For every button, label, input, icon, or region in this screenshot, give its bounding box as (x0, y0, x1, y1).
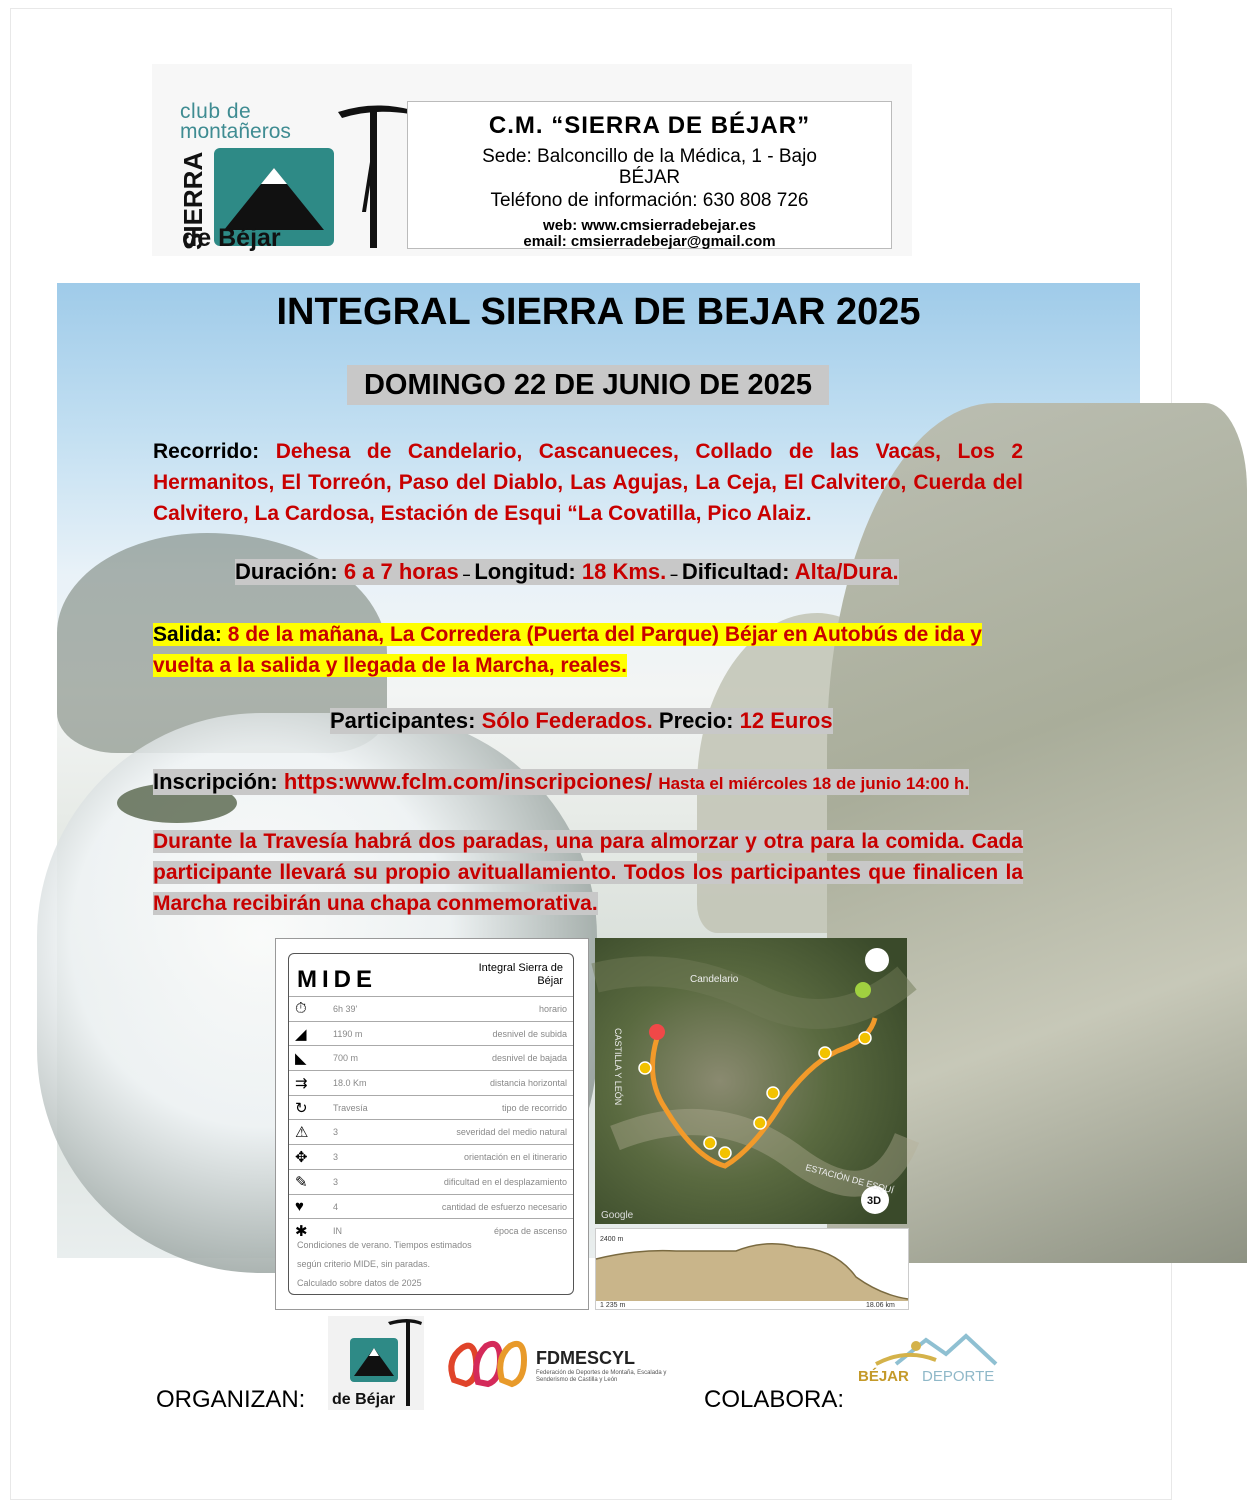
waypoint-marker (859, 1032, 871, 1044)
registration-line (153, 769, 969, 795)
club-phone: Teléfono de información: 630 808 726 (490, 190, 809, 211)
club-name: C.M. “SIERRA DE BÉJAR” (488, 112, 811, 139)
ice-axe-icon (334, 102, 414, 252)
duration-value: 6 a 7 horas (343, 559, 459, 584)
mide-row (289, 1169, 573, 1194)
effort-icon: ♥ (295, 1197, 304, 1215)
club-logo (174, 96, 394, 256)
map-region-label: CASTILLA Y LEÓN (613, 1028, 623, 1106)
clock-icon: ⏱ (295, 1000, 307, 1017)
season-icon: ✱ (295, 1223, 308, 1241)
fdmescyl-subtitle: Federación de Deportes de Montaña, Escalada y Senderismo de Castilla y León (536, 1370, 667, 1383)
fdmescyl-logo (446, 1330, 686, 1394)
elevation-profile (595, 1228, 909, 1310)
mide-footer-line: según criterio MIDE, sin paradas. (297, 1259, 431, 1269)
length-label: Longitud: (474, 559, 576, 584)
club-address: Sede: Balconcillo de la Médica, 1 - Bajo (482, 146, 817, 167)
mide-row (289, 1144, 573, 1169)
separator: – (458, 566, 475, 582)
profile-left-label: 1 235 m (600, 1302, 626, 1309)
route-map (595, 938, 907, 1224)
registration-link[interactable]: https:www.fclm.com/inscripciones/ (283, 769, 653, 794)
distance-icon: ⇉ (295, 1075, 308, 1093)
logo-bottom-text: de Béjar (182, 224, 281, 252)
deporte-text: DEPORTE (922, 1368, 995, 1385)
waypoint-marker (639, 1062, 651, 1074)
separator: – (666, 566, 682, 582)
mide-card (275, 938, 589, 1310)
event-poster (57, 283, 1140, 1309)
duration-label: Duración: (235, 559, 338, 584)
route-map-svg (595, 938, 907, 1224)
map-layers-icon (865, 948, 889, 972)
difficulty-value: Alta/Dura. (794, 559, 899, 584)
mide-row-description: desnivel de bajada (491, 1053, 567, 1064)
movement-icon: ✎ (295, 1173, 308, 1191)
duration-line (235, 559, 899, 585)
organizers-label: ORGANIZAN: (156, 1386, 306, 1413)
end-marker (855, 982, 871, 998)
route-type-icon: ↻ (295, 1099, 308, 1117)
mide-title: MIDE (297, 966, 377, 993)
fdmescyl-name: FDMESCYL (536, 1348, 635, 1368)
mide-row (289, 1021, 573, 1046)
mide-route-name: Integral Sierra de Béjar (478, 962, 563, 987)
mide-footer (297, 1236, 565, 1293)
logo-vertical-text: SIERRA (178, 151, 208, 250)
bejar-deporte-mountain-icon (856, 1330, 1016, 1370)
mide-row (289, 1045, 573, 1070)
mide-row-value: 3 (333, 1127, 339, 1138)
collaborator-label: COLABORA: (704, 1386, 845, 1413)
mide-row (289, 1194, 573, 1219)
participants-label: Participantes: (330, 708, 476, 733)
club-email[interactable]: email: cmsierradebejar@gmail.com (523, 233, 776, 250)
departure-text: 8 de la mañana, La Corredera (Puerta del Parque) Béjar en Autobús de ida y vuelta a la salida y llegada de la Marcha, reales. (153, 623, 982, 677)
price-label: Precio: (658, 708, 734, 733)
mide-row-description: dificultad en el desplazamiento (443, 1176, 567, 1187)
event-date: DOMINGO 22 DE JUNIO DE 2025 (347, 365, 829, 405)
profile-top-label: 2400 m (600, 1236, 624, 1243)
waypoint-marker (819, 1047, 831, 1059)
route-text: Dehesa de Candelario, Cascanueces, Collado de las Vacas, Los 2 Hermanitos, El Torreón, Paso del Diablo, Las Agujas, La Ceja, El Calvitero, Cuerda del Calvitero, La Cardosa, Estación de Esqui “La Covatilla, Pico Alaiz. (153, 440, 1023, 525)
route-label: Recorrido: (153, 440, 260, 463)
club-web[interactable]: web: www.cmsierradebejar.es (543, 217, 756, 234)
club-logo-small (328, 1316, 424, 1410)
descent-icon: ◣ (295, 1050, 307, 1068)
mide-row (289, 1119, 573, 1144)
club-info-box (407, 101, 892, 249)
waypoint-marker (704, 1137, 716, 1149)
mide-rows (289, 996, 573, 1243)
mide-footer-line: Condiciones de verano. Tiempos estimados (297, 1240, 472, 1250)
profile-right-label: 18.06 km (866, 1302, 895, 1309)
mide-row-description: orientación en el itinerario (463, 1152, 567, 1163)
map-station-label: ESTACIÓN DE ESQUÍ (804, 1162, 895, 1196)
length-value: 18 Kms. (581, 559, 667, 584)
departure-label: Salida: (153, 623, 222, 646)
ascent-icon: ◢ (295, 1025, 307, 1043)
difficulty-label: Dificultad: (681, 559, 790, 584)
route-paragraph (153, 436, 1023, 529)
mide-row-description: horario (538, 1004, 567, 1014)
logo-line1: club de (180, 100, 252, 123)
registration-deadline: Hasta el miércoles 18 de junio 14:00 h. (658, 774, 970, 793)
mide-row-value: 18.0 Km (333, 1078, 367, 1089)
mide-row-description: tipo de recorrido (501, 1102, 567, 1113)
mide-row-value: 1190 m (333, 1028, 363, 1039)
map-watermark: Google (601, 1210, 634, 1221)
bejar-deporte-logo (856, 1330, 1016, 1394)
waypoint-marker (767, 1087, 779, 1099)
mide-footer-line: Calculado sobre datos de 2025 (297, 1278, 422, 1288)
mide-row-value: 3 (333, 1152, 339, 1163)
stops-text: Durante la Travesía habrá dos paradas, una para almorzar y otra para la comida. Cada participante llevará su propio avituallamiento. Todos los participantes que finalicen la Marcha recibirán una chapa conmemorativa. (153, 830, 1023, 915)
mide-row-description: época de ascenso (493, 1226, 567, 1237)
mide-row (289, 1070, 573, 1095)
mide-row-value: 3 (333, 1176, 339, 1187)
mide-row-value: IN (333, 1226, 342, 1237)
mide-row-description: desnivel de subida (492, 1028, 567, 1039)
price-value: 12 Euros (739, 708, 833, 733)
bejar-text: BÉJAR (858, 1368, 909, 1385)
start-marker (649, 1024, 665, 1040)
mide-row-value: 700 m (333, 1053, 359, 1064)
warning-icon: ⚠ (295, 1124, 309, 1142)
mide-row (289, 1095, 573, 1120)
mide-row-value: Travesía (333, 1102, 368, 1113)
logo-line2: montañeros (180, 120, 291, 143)
club-city: BÉJAR (618, 167, 681, 188)
event-title: INTEGRAL SIERRA DE BEJAR 2025 (276, 291, 921, 333)
elevation-profile-svg (596, 1229, 908, 1309)
fdmescyl-emblem-icon (446, 1330, 532, 1394)
mide-row (289, 996, 573, 1021)
map-3d-text: 3D (867, 1195, 882, 1207)
registration-label: Inscripción: (153, 769, 278, 794)
stops-paragraph (153, 826, 1023, 919)
mide-row-value: 4 (333, 1201, 339, 1212)
participants-line (330, 708, 833, 734)
club-header (152, 64, 912, 256)
orientation-icon: ✥ (295, 1149, 308, 1167)
logo-bottom-text: de Béjar (332, 1391, 396, 1408)
departure-paragraph (153, 619, 1025, 681)
mide-row-description: severidad del medio natural (456, 1127, 567, 1138)
mide-row-value: 6h 39' (333, 1004, 358, 1014)
mide-row-description: cantidad de esfuerzo necesario (441, 1201, 567, 1212)
map-town-label: Candelario (690, 974, 739, 985)
waypoint-marker (754, 1117, 766, 1129)
participants-value: Sólo Federados. (481, 708, 653, 733)
mide-row-description: distancia horizontal (489, 1078, 567, 1089)
waypoint-marker (719, 1147, 731, 1159)
